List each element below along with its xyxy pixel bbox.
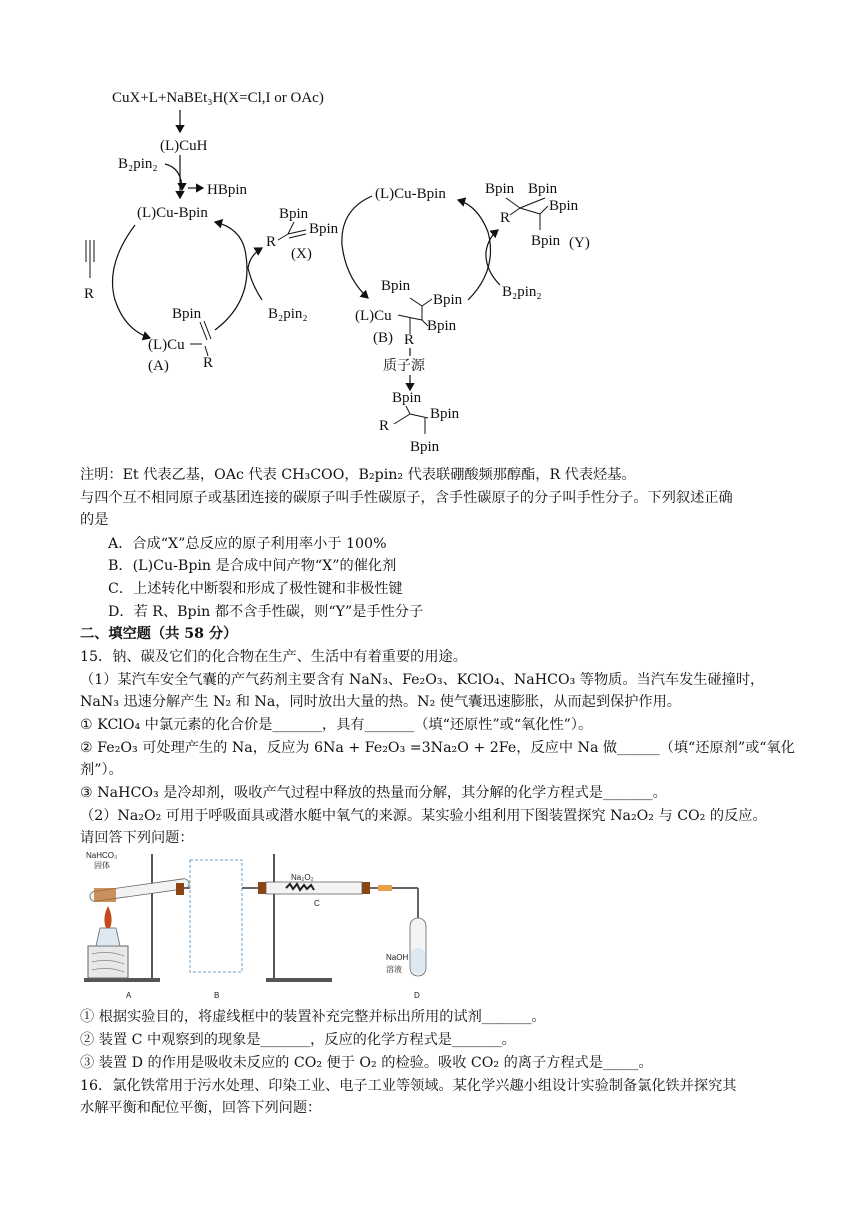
apparatus-nahco3-label: NaHCO₃ <box>86 851 118 860</box>
b-label: (B) <box>373 330 393 346</box>
b-lcu: (L)Cu <box>355 308 392 324</box>
a-bpin: Bpin <box>172 306 202 322</box>
q14-stem-line2: 的是 <box>80 512 109 528</box>
apparatus-na2o2-label: Na₂O₂ <box>291 873 314 882</box>
lcu-bpin-left: (L)Cu-Bpin <box>137 205 208 221</box>
q14-note: 注明：Et 代表乙基，OAc 代表 CH₃COO，B₂pin₂ 代表联硼酸频那醇酯，R 代表烃基。 <box>80 467 636 483</box>
x-bpin2: Bpin <box>309 221 339 237</box>
q14-option-b: B．(L)Cu-Bpin 是合成中间产物“X”的催化剂 <box>108 558 397 574</box>
reaction-mechanism-diagram <box>0 0 860 470</box>
q15-p1-q3: ③ NaHCO₃ 是冷却剂，吸收产气过程中释放的热量而分解，其分解的化学方程式是_______。 <box>80 785 667 801</box>
apparatus-figure <box>80 848 440 1003</box>
a-r: R <box>203 355 214 371</box>
b-bpin-top: Bpin <box>381 278 411 294</box>
y-bpin4: Bpin <box>531 233 561 249</box>
q16-line1: 16．氯化铁常用于污水处理、印染工业、电子工业等领域。某化学兴趣小组设计实验制备氯化铁并探究其 <box>80 1078 737 1094</box>
b2pin2-top: B₂pin₂ <box>118 156 158 172</box>
section-heading: 二、填空题（共 58 分） <box>80 626 238 642</box>
q14-stem-line1: 与四个互不相同原子或基团连接的碳原子叫手性碳原子，含手性碳原子的分子叫手性分子。下列叙述正确 <box>80 490 733 506</box>
q15-p2-line1: （2）Na₂O₂ 可用于呼吸面具或潜水艇中氧气的来源。某实验小组利用下图装置探究 Na₂O₂ 与 CO₂ 的反应。 <box>80 808 767 824</box>
q15-p1-line1: （1）某汽车安全气囊的产气药剂主要含有 NaN₃、Fe₂O₃、KClO₄、NaHCO₃ 等物质。当汽车发生碰撞时， <box>80 672 765 688</box>
q15-p1-q1: ① KClO₄ 中氯元素的化合价是_______，具有_______（填“还原性”或“氧化性”）。 <box>80 717 593 733</box>
q15-p2-q2: ② 装置 C 中观察到的现象是_______，反应的化学方程式是_______。 <box>80 1032 516 1048</box>
lcuh: (L)CuH <box>160 138 208 154</box>
x-r: R <box>266 234 277 250</box>
alkyne-r: R <box>84 286 95 302</box>
q15-p2-line2: 请回答下列问题： <box>80 830 194 846</box>
b-bpin-bottom: Bpin <box>427 318 457 334</box>
y-bpin2: Bpin <box>528 181 558 197</box>
b2pin2-left-cycle: B₂pin₂ <box>268 306 308 322</box>
p-r: R <box>379 418 390 434</box>
q15-p1-q2-line2: 剂”）。 <box>80 762 123 778</box>
p-bpin2: Bpin <box>430 406 460 422</box>
q16-line2: 水解平衡和配位平衡，回答下列问题： <box>80 1100 322 1116</box>
reagent-start: CuX+L+NaBEt₃H(X=Cl,I or OAc) <box>112 90 324 106</box>
q14-option-c: C．上述转化中断裂和形成了极性键和非极性键 <box>108 581 403 597</box>
apparatus-b-label: B <box>214 991 220 1000</box>
y-r: R <box>500 210 511 226</box>
hbpin: HBpin <box>207 182 248 198</box>
apparatus-solid-label: 固体 <box>94 861 110 870</box>
b2pin2-right-cycle: B₂pin₂ <box>502 284 542 300</box>
x-label: (X) <box>291 246 312 262</box>
apparatus-naoh-label: NaOH <box>386 953 409 962</box>
p-bpin1: Bpin <box>392 390 422 406</box>
b-bpin-right: Bpin <box>433 292 463 308</box>
y-bpin1: Bpin <box>485 181 515 197</box>
proton-source: 质子源 <box>383 358 425 374</box>
q14-option-d: D．若 R、Bpin 都不含手性碳，则“Y”是手性分子 <box>108 604 424 620</box>
x-bpin1: Bpin <box>279 206 309 222</box>
y-bpin3: Bpin <box>549 198 579 214</box>
apparatus-d-label: D <box>414 991 420 1000</box>
lcu-bpin-right: (L)Cu-Bpin <box>375 186 446 202</box>
q15-p2-q3: ③ 装置 D 的作用是吸收未反应的 CO₂ 便于 O₂ 的检验。吸收 CO₂ 的离子方程式是_____。 <box>80 1055 653 1071</box>
q15-p2-q1: ① 根据实验目的，将虚线框中的装置补充完整并标出所用的试剂_______。 <box>80 1009 546 1025</box>
q15-stem: 15．钠、碳及它们的化合物在生产、生活中有着重要的用途。 <box>80 649 467 665</box>
a-lcu: (L)Cu <box>148 337 185 353</box>
q15-p1-q2-line1: ② Fe₂O₃ 可处理产生的 Na，反应为 6Na + Fe₂O₃ =3Na₂O + 2Fe，反应中 Na 做______（填“还原剂”或“氧化 <box>80 740 795 756</box>
apparatus-solution-label: 溶液 <box>386 965 402 974</box>
p-bpin3: Bpin <box>410 439 440 455</box>
q14-option-a: A．合成“X”总反应的原子利用率小于 100% <box>108 536 387 552</box>
y-label: (Y) <box>569 235 590 251</box>
apparatus-a-label: A <box>126 991 132 1000</box>
q15-p1-line2: NaN₃ 迅速分解产生 N₂ 和 Na，同时放出大量的热。N₂ 使气囊迅速膨胀，从而起到保护作用。 <box>80 694 681 710</box>
apparatus-c-label: C <box>314 899 320 908</box>
b-r: R <box>404 332 415 348</box>
a-label: (A) <box>148 358 169 374</box>
